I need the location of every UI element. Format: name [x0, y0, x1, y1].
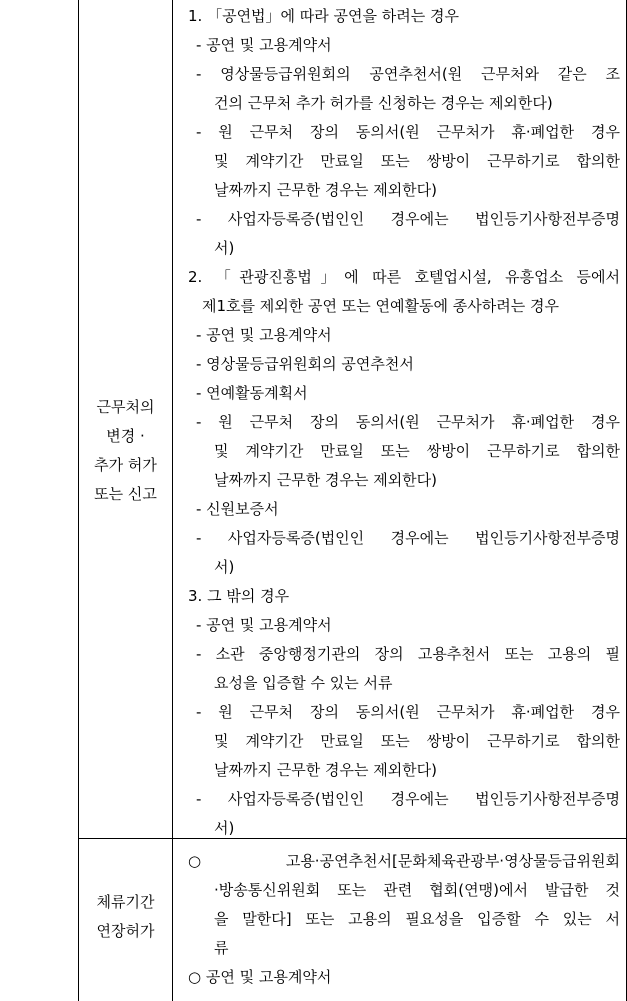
content-cell-stay-extension [180, 847, 620, 992]
list-item: - 사업자등록증(법인인 경우에는 법인등기사항전부증명 [196, 790, 620, 808]
category-line: 근무처의 [96, 398, 155, 416]
list-item: - 원 근무처 장의 동의서(원 근무처가 휴·폐업한 경우 [196, 703, 620, 721]
list-item: - 사업자등록증(법인인 경우에는 법인등기사항전부증명 [196, 529, 620, 547]
list-item-continuation: 날짜까지 근무한 경우는 제외한다) [214, 181, 438, 199]
list-item: - 연예활동계획서 [196, 384, 308, 402]
list-item-continuation: 날짜까지 근무한 경우는 제외한다) [214, 471, 438, 489]
table-column-divider [172, 0, 173, 1001]
list-item: - 영상물등급위원회의 공연추천서 [196, 355, 414, 373]
category-cell-stay-extension [79, 888, 172, 946]
list-item-continuation: 서) [214, 819, 235, 837]
category-line: 변경 · [106, 427, 145, 445]
list-item: - 원 근무처 장의 동의서(원 근무처가 휴·폐업한 경우 [196, 413, 620, 431]
list-item: ○ 공연 및 고용계약서 [188, 968, 332, 986]
section-heading: 3. 그 밖의 경우 [188, 587, 290, 605]
list-item-continuation: ·방송통신위원회 또는 관련 협회(연맹)에서 발급한 것 [214, 881, 620, 899]
section-heading-continuation: 제1호를 제외한 공연 또는 연예활동에 종사하려는 경우 [202, 297, 559, 315]
list-item: - 공연 및 고용계약서 [196, 36, 332, 54]
list-item: - 원 근무처 장의 동의서(원 근무처가 휴·폐업한 경우 [196, 123, 620, 141]
list-item-continuation: 서) [214, 239, 235, 257]
list-item: - 공연 및 고용계약서 [196, 616, 332, 634]
category-line: 또는 신고 [94, 485, 157, 503]
content-cell-workplace-change [180, 2, 620, 843]
list-item-continuation: 및 계약기간 만료일 또는 쌍방이 근무하기로 합의한 [214, 442, 620, 460]
category-line: 체류기간 [96, 893, 155, 911]
list-item-continuation: 서) [214, 558, 235, 576]
list-item: - 영상물등급위원회의 공연추천서(원 근무처와 같은 조 [196, 65, 620, 83]
list-item-continuation: 날짜까지 근무한 경우는 제외한다) [214, 761, 438, 779]
list-item: - 공연 및 고용계약서 [196, 326, 332, 344]
category-cell-workplace-change [79, 393, 172, 509]
list-item-continuation: 건의 근무처 추가 허가를 신청하는 경우는 제외한다) [214, 94, 553, 112]
list-item: - 소관 중앙행정기관의 장의 고용추천서 또는 고용의 필 [196, 645, 620, 663]
list-item: - 사업자등록증(법인인 경우에는 법인등기사항전부증명 [196, 210, 620, 228]
section-heading: 1. 「공연법」에 따라 공연을 하려는 경우 [188, 7, 460, 25]
list-item: ○ 고용·공연추천서[문화체육관광부·영상물등급위원회 [188, 852, 620, 870]
list-item-continuation: 류 [214, 939, 229, 957]
list-item: - 신원보증서 [196, 500, 279, 518]
list-item-continuation: 요성을 입증할 수 있는 서류 [214, 674, 393, 692]
section-heading: 2. 「관광진흥법」에 따른 호텔업시설, 유흥업소 등에서 [188, 268, 620, 286]
list-item-continuation: 을 말한다] 또는 고용의 필요성을 입증할 수 있는 서 [214, 910, 620, 928]
list-item-continuation: 및 계약기간 만료일 또는 쌍방이 근무하기로 합의한 [214, 152, 620, 170]
list-item-continuation: 및 계약기간 만료일 또는 쌍방이 근무하기로 합의한 [214, 732, 620, 750]
category-line: 추가 허가 [94, 456, 157, 474]
category-line: 연장허가 [96, 922, 155, 940]
